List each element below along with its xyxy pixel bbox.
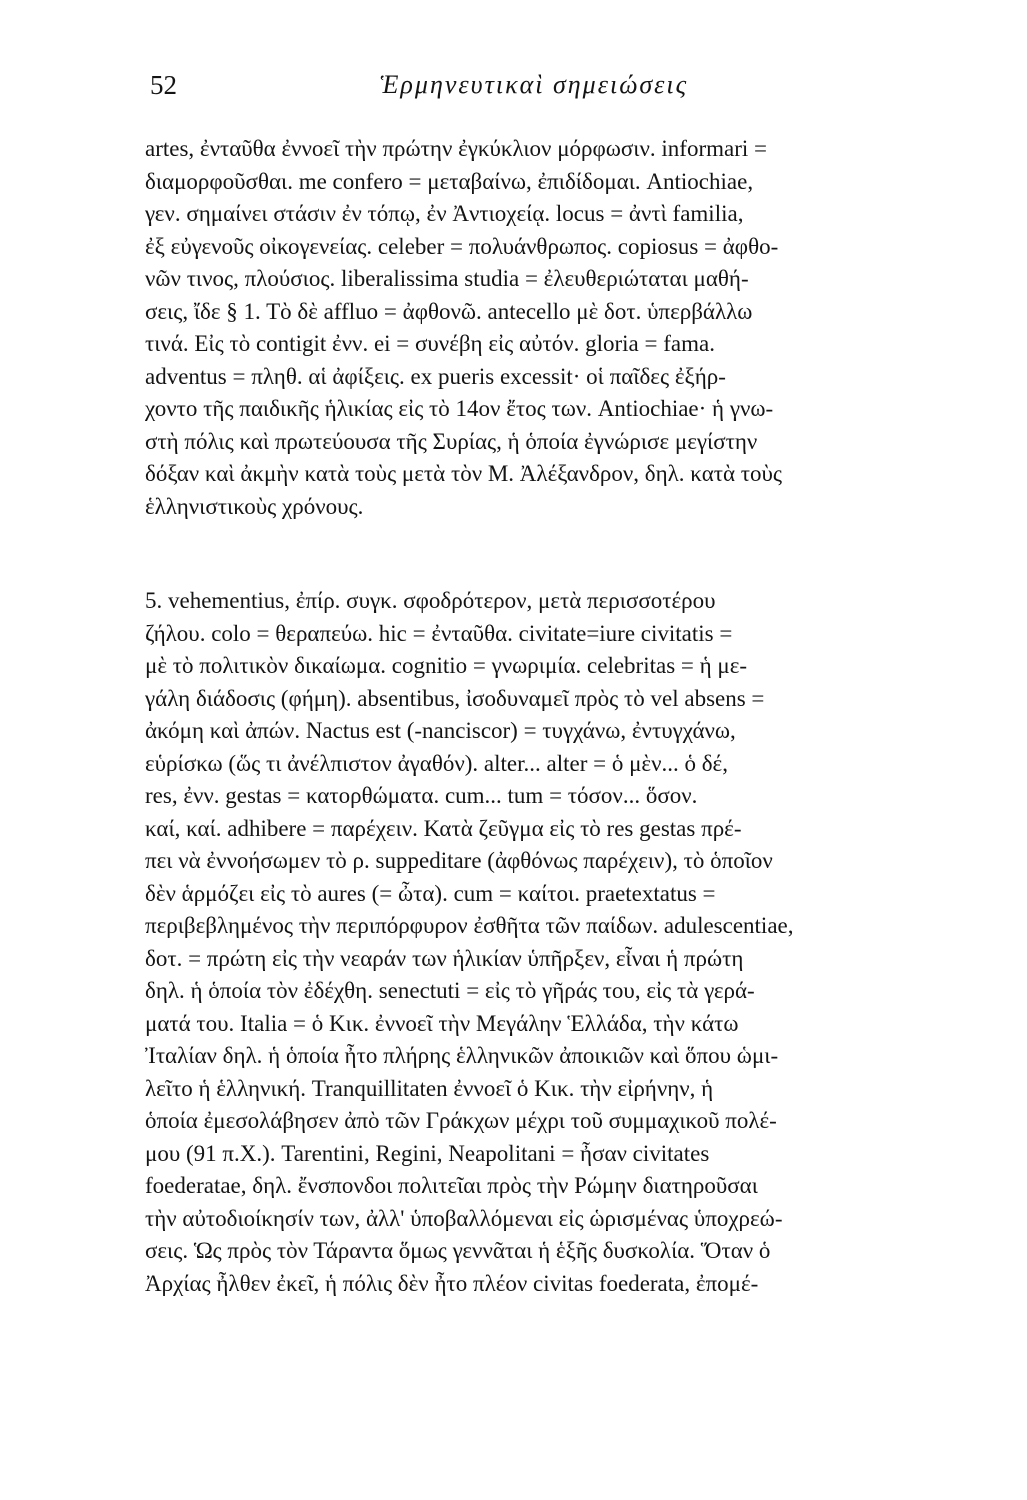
text-line: διαμορφοῦσθαι. me confero = μεταβαίνω, ἐπιδίδομαι. Antiochiae, <box>145 168 754 194</box>
page-number: 52 <box>150 70 177 100</box>
running-title: Ἑρμηνευτικαὶ σημειώσεις <box>380 70 689 99</box>
text-line: μου (91 π.Χ.). Tarentini, Regini, Neapolitani = ἦσαν civitates <box>145 1140 710 1166</box>
text-line: foederatae, δηλ. ἔνσπονδοι πολιτεῖαι πρὸς τὴν Ρώμην διατηροῦσαι <box>145 1173 758 1198</box>
paragraph-1 <box>145 133 995 523</box>
text-line: ζήλου. colo = θεραπεύω. hic = ἐνταῦθα. civitate=iure civitatis = <box>145 620 733 646</box>
text-line: Ἀρχίας ἦλθεν ἐκεῖ, ἡ πόλις δὲν ἦτο πλέον civitas foederata, ἐπομέ- <box>145 1270 759 1296</box>
text-line: ὁποία ἐμεσολάβησεν ἀπὸ τῶν Γράκχων μέχρι τοῦ συμμαχικοῦ πολέ- <box>145 1108 777 1133</box>
page-header <box>150 70 990 110</box>
text-line: τὴν αὐτοδιοίκησίν των, ἀλλ' ὑποβαλλόμεναι εἰς ὡρισμένας ὑποχρεώ- <box>145 1205 783 1231</box>
text-line: ἀκόμη καὶ ἀπών. Nactus est (-nanciscor) = τυγχάνω, ἐντυγχάνω, <box>145 718 736 743</box>
text-line: γάλη διάδοσις (φήμη). absentibus, ἰσοδυναμεῖ πρὸς τὸ vel absens = <box>145 685 765 711</box>
text-line: 5. vehementius, ἐπίρ. συγκ. σφοδρότερον, μετὰ περισσοτέρου <box>145 588 716 613</box>
text-line: σεις, ἴδε § 1. Τὸ δὲ affluo = ἀφθονῶ. antecello μὲ δοτ. ὑπερβάλλω <box>145 298 753 324</box>
text-line: σεις. Ὡς πρὸς τὸν Τάραντα ὅμως γεννᾶται ἡ ἑξῆς δυσκολία. Ὅταν ὁ <box>145 1238 771 1263</box>
text-line: res, ἐνν. gestas = κατορθώματα. cum... tum = τόσον... ὅσον. <box>145 783 698 808</box>
text-line: ἑλληνιστικοὺς χρόνους. <box>145 493 364 519</box>
text-line: περιβεβλημένος τὴν περιπόρφυρον ἐσθῆτα τῶν παίδων. adulescentiae, <box>145 913 794 938</box>
text-line: τινά. Εἰς τὸ contigit ἐνν. ei = συνέβη εἰς αὐτόν. gloria = fama. <box>145 331 715 356</box>
text-line: artes, ἐνταῦθα ἐννοεῖ τὴν πρώτην ἐγκύκλιον μόρφωσιν. informari = <box>145 136 767 161</box>
text-line: adventus = πληθ. αἱ ἀφίξεις. ex pueris excessit· οἱ παῖδες ἐξήρ- <box>145 363 726 389</box>
text-line: λεῖτο ἡ ἑλληνική. Tranquillitaten ἐννοεῖ ὁ Κικ. τὴν εἰρήνην, ἡ <box>145 1075 714 1101</box>
paragraph-2 <box>145 585 995 1300</box>
text-line: στὴ πόλις καὶ πρωτεύουσα τῆς Συρίας, ἡ ὁποία ἐγνώρισε μεγίστην <box>145 428 758 454</box>
text-line: γεν. σημαίνει στάσιν ἐν τόπῳ, ἐν Ἀντιοχείᾳ. locus = ἀντὶ familia, <box>145 201 744 226</box>
text-line: καί, καί. adhibere = παρέχειν. Κατὰ ζεῦγμα εἰς τὸ res gestas πρέ- <box>145 815 742 841</box>
text-line: δὲν ἁρμόζει εἰς τὸ aures (= ὦτα). cum = καίτοι. praetextatus = <box>145 880 716 906</box>
text-line: νῶν τινος, πλούσιος. liberalissima studia = ἐλευθεριώταται μαθή- <box>145 266 749 291</box>
text-line: ματά του. Italia = ὁ Κικ. ἐννοεῖ τὴν Μεγάλην Ἑλλάδα, τὴν κάτω <box>145 1010 739 1036</box>
text-line: εὑρίσκω (ὥς τι ἀνέλπιστον ἀγαθόν). alter... alter = ὁ μὲν... ὁ δέ, <box>145 750 728 776</box>
text-line: δόξαν καὶ ἀκμὴν κατὰ τοὺς μετὰ τὸν Μ. Ἀλέξανδρον, δηλ. κατὰ τοὺς <box>145 461 783 486</box>
text-line: δοτ. = πρώτη εἰς τὴν νεαράν των ἡλικίαν ὑπῆρξεν, εἶναι ἡ πρώτη <box>145 945 744 971</box>
text-line: δηλ. ἡ ὁποία τὸν ἐδέχθη. senectuti = εἰς τὸ γῆράς του, εἰς τὰ γερά- <box>145 978 755 1003</box>
text-line: ἐξ εὐγενοῦς οἰκογενείας. celeber = πολυάνθρωπος. copiosus = ἀφθο- <box>145 233 779 259</box>
text-line: πει νὰ ἐννοήσωμεν τὸ ρ. suppeditare (ἀφθόνως παρέχειν), τὸ ὁποῖον <box>145 848 773 873</box>
text-line: Ἰταλίαν δηλ. ἡ ὁποία ἦτο πλήρης ἑλληνικῶν ἀποικιῶν καὶ ὅπου ὡμι- <box>145 1043 779 1068</box>
text-line: χοντο τῆς παιδικῆς ἡλικίας εἰς τὸ 14ον ἔτος των. Antiochiae· ἡ γνω- <box>145 396 774 421</box>
text-line: μὲ τὸ πολιτικὸν δικαίωμα. cognitio = γνωριμία. celebritas = ἡ με- <box>145 653 748 678</box>
